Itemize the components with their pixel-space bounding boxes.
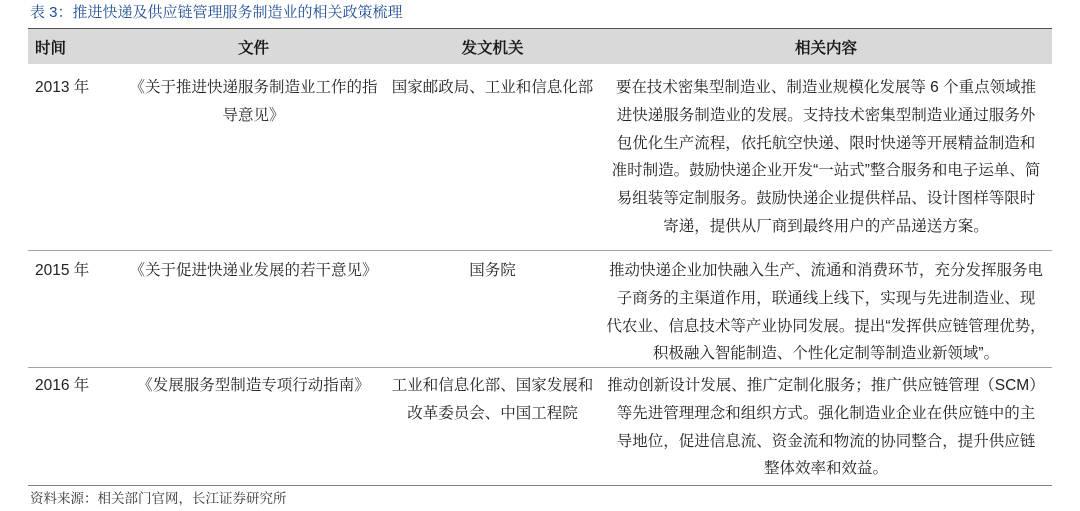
table-row: [28, 368, 1052, 486]
issuer-line: 改革委员会、中国工程院: [407, 404, 578, 422]
content-line: 进快递服务制造业的发展。支持技术密集型制造业通过服务外: [616, 106, 1036, 124]
content-line: 子商务的主渠道作用，联通线上线下，实现与先进制造业、现: [616, 289, 1036, 307]
cell-content: [600, 74, 1052, 241]
issuer-line: 工业和信息化部、国家发展和: [391, 377, 594, 394]
cell-document: [122, 257, 385, 285]
cell-year: 2013 年: [35, 79, 90, 96]
content-line: 易组装等定制服务。鼓励快递企业提供样品、设计图样等限时: [616, 190, 1036, 208]
content-line: 代农业、信息技术等产业协同发展。提出“发挥供应链管理优势，: [606, 317, 1046, 335]
cell-year: 2016 年: [35, 377, 90, 394]
content-line: 积极融入智能制造、个性化定制等制造业新领域”。: [652, 345, 1000, 363]
table-header-row: [28, 28, 1052, 64]
content-line: 导地位，促进信息流、资金流和物流的协同整合，提升供应链: [616, 432, 1036, 450]
cell-document: [122, 74, 385, 130]
content-line: 等先进管理理念和组织方式。强化制造业企业在供应链中的主: [616, 404, 1036, 422]
content-line: 整体效率和效益。: [763, 460, 888, 478]
cell-issuer: [385, 257, 600, 285]
cell-content: [600, 257, 1052, 368]
issuer-line: 国务院: [469, 262, 516, 279]
document-line: 《关于推进快递服务制造业工作的指: [129, 79, 378, 96]
document-line: 导意见》: [222, 106, 285, 124]
content-line: 准时制造。鼓励快递企业开发“一站式”整合服务和电子运单、简: [611, 162, 1041, 180]
cell-issuer: [385, 372, 600, 428]
cell-document: [122, 372, 385, 400]
header-time: 时间: [35, 39, 67, 57]
header-document: 文件: [237, 39, 269, 57]
header-content: 相关内容: [794, 39, 857, 57]
header-issuer: 发文机关: [461, 39, 524, 57]
content-line: 推动快递企业加快融入生产、流通和消费环节，充分发挥服务电: [608, 262, 1043, 279]
policy-table: [28, 28, 1052, 486]
cell-year: 2015 年: [35, 262, 90, 279]
document-line: 《关于促进快递业发展的若干意见》: [129, 262, 378, 279]
cell-issuer: [385, 74, 600, 102]
content-line: 包优化生产流程，依托航空快递、限时快递等开展精益制造和: [616, 134, 1036, 152]
table-row: [28, 251, 1052, 368]
content-line: 推动创新设计发展、推广定制化服务；推广供应链管理（SCM）: [607, 377, 1045, 394]
table-row: [28, 64, 1052, 251]
issuer-line: 国家邮政局、工业和信息化部: [391, 79, 594, 96]
source-note: 资料来源：相关部门官网，长江证券研究所: [30, 491, 287, 506]
document-line: 《发展服务型制造专项行动指南》: [137, 377, 370, 394]
table-caption: 表 3：推进快递及供应链管理服务制造业的相关政策梳理: [30, 4, 403, 21]
cell-content: [600, 372, 1052, 483]
content-line: 寄递，提供从厂商到最终用户的产品递送方案。: [663, 217, 989, 235]
content-line: 要在技术密集型制造业、制造业规模化发展等 6 个重点领域推: [615, 79, 1037, 96]
